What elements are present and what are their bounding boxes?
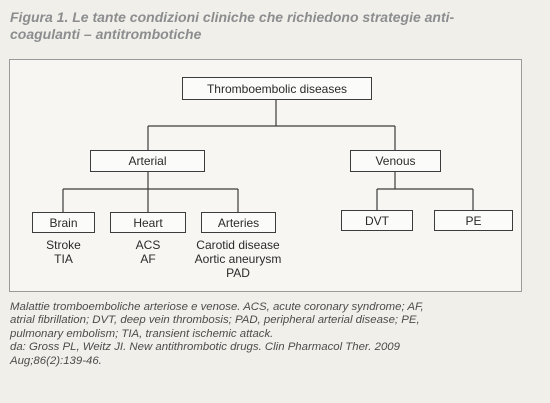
heart-conditions <box>110 238 186 266</box>
heart-condition-af: AF <box>140 252 156 266</box>
arteries-condition-pad: PAD <box>226 266 250 280</box>
caption-line-1: Malattie tromboemboliche arteriose e venose. ACS, acute coronary syndrome; AF, <box>10 301 424 313</box>
brain-condition-tia: TIA <box>54 252 73 266</box>
node-arterial: Arterial <box>90 150 205 172</box>
brain-conditions <box>32 238 95 266</box>
brain-condition-stroke: Stroke <box>46 238 81 252</box>
figure-title-line-2: coagulanti – antitrombotiche <box>10 26 202 42</box>
caption-line-4: da: Gross PL, Weitz JI. New antithrombotic drugs. Clin Pharmacol Ther. 2009 <box>10 341 400 354</box>
node-thromboembolic-diseases: Thromboembolic diseases <box>182 77 372 100</box>
node-dvt: DVT <box>341 210 413 231</box>
node-venous: Venous <box>350 150 441 172</box>
caption-line-3: pulmonary embolism; TIA, transient ischemic attack. <box>10 327 274 340</box>
arteries-conditions <box>188 238 288 280</box>
figure-caption <box>10 301 542 368</box>
node-heart: Heart <box>110 212 186 233</box>
caption-line-2: atrial fibrillation; DVT, deep vein thrombosis; PAD, peripheral arterial disease; PE, <box>10 314 420 327</box>
node-pe: PE <box>434 210 513 231</box>
arteries-condition-carotid: Carotid disease <box>196 238 280 252</box>
figure-title-line-1: Figura 1. Le tante condizioni cliniche che richiedono strategie anti- <box>10 9 455 25</box>
caption-line-5: Aug;86(2):139-46. <box>10 354 102 367</box>
node-arteries: Arteries <box>201 212 276 233</box>
node-brain: Brain <box>32 212 95 233</box>
heart-condition-acs: ACS <box>135 238 161 252</box>
arteries-condition-aortic: Aortic aneurysm <box>194 252 282 266</box>
